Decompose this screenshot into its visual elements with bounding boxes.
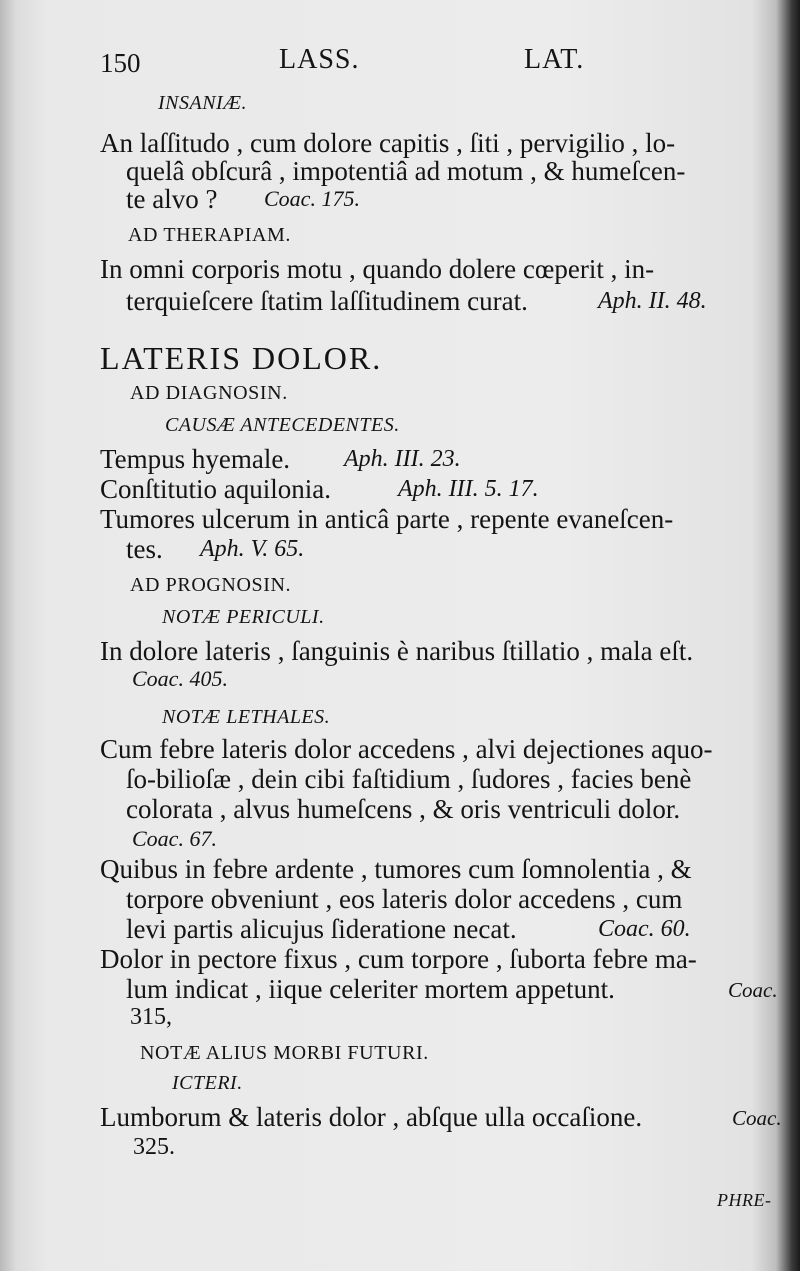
section-heading-icteri: ICTERI.	[172, 1072, 243, 1094]
text-line: Cum febre lateris dolor accedens , alvi dejectiones aquo-	[100, 734, 713, 764]
running-head-right: LAT.	[524, 44, 585, 75]
catchword: PHRE-	[717, 1190, 772, 1210]
text-line: In dolore lateris , ſanguinis è naribus ſtillatio , mala eſt.	[100, 636, 694, 666]
section-heading-periculi: NOTÆ PERICULI.	[162, 606, 325, 628]
reference-citation: Aph. III. 23.	[344, 446, 461, 472]
text-line: In omni corporis motu , quando dolere cœperit , in-	[100, 254, 655, 284]
reference-citation: 325.	[133, 1134, 175, 1160]
reference-citation: Coac. 175.	[264, 186, 360, 211]
running-header	[0, 44, 800, 84]
reference-citation: Coac. 60.	[598, 916, 691, 942]
text-line: Tempus hyemale.	[100, 444, 291, 474]
text-line: tes.	[126, 534, 163, 564]
text-line: terquieſcere ſtatim laſſitudinem curat.	[126, 286, 528, 316]
reference-citation: 315,	[130, 1004, 172, 1030]
reference-citation: Aph. III. 5. 17.	[398, 476, 539, 502]
text-line: torpore obveniunt , eos lateris dolor accedens , cum	[126, 884, 683, 914]
text-line: ſo-bilioſæ , dein cibi faſtidium , ſudores , facies benè	[126, 764, 692, 794]
text-line: colorata , alvus humeſcens , & oris ventriculi dolor.	[126, 794, 681, 824]
text-line: levi partis alicujus ſideratione necat.	[126, 914, 517, 944]
section-heading-lethales: NOTÆ LETHALES.	[162, 706, 331, 728]
section-heading-futuri: NOTÆ ALIUS MORBI FUTURI.	[140, 1042, 429, 1064]
section-heading-diagnosin: AD DIAGNOSIN.	[130, 382, 288, 404]
reference-citation: Coac.	[732, 1106, 782, 1130]
section-heading-therapiam: AD THERAPIAM.	[128, 224, 291, 246]
text-line: Conſtitutio aquilonia.	[100, 474, 331, 504]
section-heading-insaniae: INSANIÆ.	[158, 92, 247, 114]
running-head-left: LASS.	[279, 44, 360, 75]
section-heading-causae: CAUSÆ ANTECEDENTES.	[165, 414, 400, 436]
text-line: te alvo ?	[126, 184, 218, 214]
section-heading-prognosin: AD PROGNOSIN.	[130, 574, 292, 596]
text-line: Quibus in febre ardente , tumores cum ſomnolentia , &	[100, 854, 692, 884]
text-line: Lumborum & lateris dolor , abſque ulla occaſione.	[100, 1102, 643, 1132]
page-number: 150	[100, 48, 141, 78]
main-title: LATERIS DOLOR.	[100, 340, 383, 376]
reference-citation: Aph. V. 65.	[200, 536, 305, 562]
text-line: An laſſitudo , cum dolore capitis , ſiti , pervigilio , lo-	[100, 128, 676, 158]
text-line: lum indicat , iique celeriter mortem appetunt.	[126, 974, 615, 1004]
reference-citation: Coac. 405.	[132, 666, 228, 691]
text-line: Tumores ulcerum in anticâ parte , repente evaneſcen-	[100, 504, 674, 534]
reference-citation: Coac.	[728, 978, 778, 1002]
text-line: Dolor in pectore fixus , cum torpore , ſuborta febre ma-	[100, 944, 697, 974]
reference-citation: Aph. II. 48.	[598, 288, 707, 314]
text-line: quelâ obſcurâ , impotentiâ ad motum , & humeſcen-	[126, 156, 686, 186]
reference-citation: Coac. 67.	[132, 826, 217, 851]
